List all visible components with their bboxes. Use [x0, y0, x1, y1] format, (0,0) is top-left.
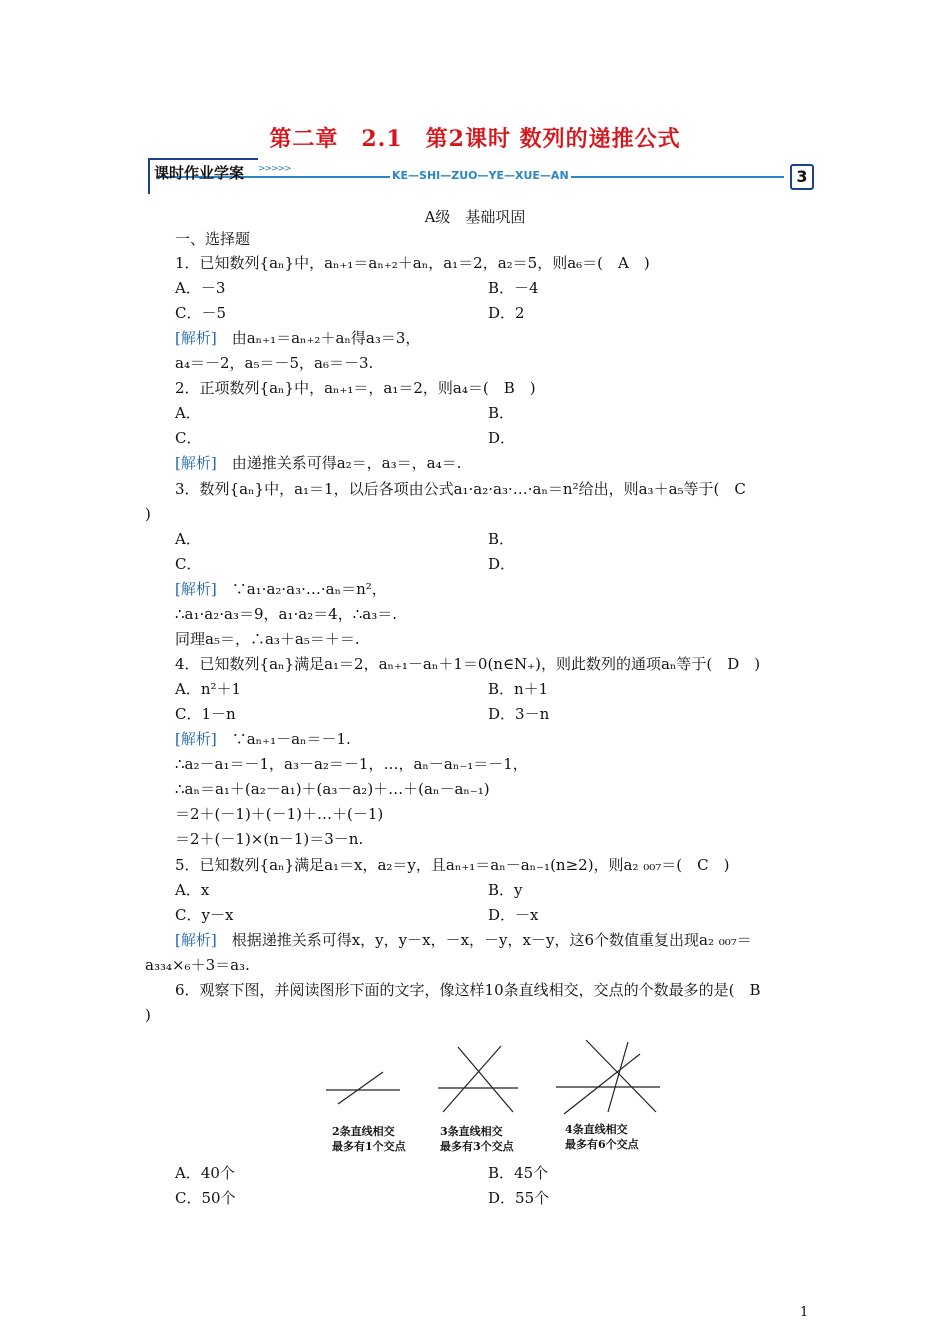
option-c: C．－5 — [175, 304, 227, 322]
option-a: A． — [175, 404, 201, 422]
section-heading: A级 基础巩固 — [424, 208, 526, 226]
caption-line: 最多有6个交点 — [565, 1138, 639, 1151]
part-heading: 一、选择题 — [175, 230, 251, 248]
option-b: B． — [488, 404, 515, 422]
solution-line: 同理a₅＝，∴a₃＋a₅＝＋＝. — [175, 630, 360, 648]
option-b: B．n＋1 — [488, 680, 549, 698]
option-d: D．－x — [488, 906, 539, 924]
option-c: C．y－x — [175, 906, 234, 924]
solution-tag: [解析] — [175, 329, 217, 347]
line-7 — [586, 1040, 656, 1112]
caption-line: 最多有1个交点 — [332, 1140, 406, 1153]
option-d: D． — [488, 429, 516, 447]
question-4: 4．已知数列{aₙ}满足a₁＝2，aₙ₊₁－aₙ＋1＝0(n∈N₊)，则此数列的通项aₙ等于( D ) — [175, 655, 761, 673]
caption-line: 4条直线相交 — [565, 1123, 628, 1136]
lesson-banner — [148, 158, 816, 194]
line-2 — [338, 1072, 383, 1104]
question-6-end: ) — [145, 1006, 151, 1024]
option-a: A．40个 — [175, 1164, 235, 1182]
solution-3 — [175, 578, 387, 600]
question-2: 2．正项数列{aₙ}中，aₙ₊₁＝，a₁＝2，则a₄＝( B ) — [175, 379, 536, 397]
caption-line: 最多有3个交点 — [440, 1140, 514, 1153]
option-d: D．3－n — [488, 705, 550, 723]
page-number: 1 — [800, 1305, 809, 1320]
solution-line: a₄＝－2，a₅＝－5，a₆＝－3. — [175, 354, 374, 372]
option-d: D．2 — [488, 304, 525, 322]
banner-pinyin: KE—SHI—ZUO—YE—XUE—AN — [392, 169, 569, 182]
line-4 — [458, 1047, 513, 1112]
solution-4 — [175, 728, 351, 750]
option-b: B．－4 — [488, 279, 539, 297]
option-c: C． — [175, 429, 202, 447]
question-3-end: ) — [145, 505, 151, 523]
caption-3-lines — [440, 1124, 514, 1154]
intersection-diagrams — [318, 1032, 663, 1122]
solution-line: a₃₃₄×₆＋3＝a₃. — [145, 956, 250, 974]
page-title: 第二章 2.1 第2课时 数列的递推公式 — [269, 126, 681, 152]
solution-text: 由递推关系可得a₂＝，a₃＝，a₄＝. — [216, 454, 462, 472]
option-d: D． — [488, 555, 516, 573]
solution-tag: [解析] — [175, 730, 217, 748]
caption-line: 2条直线相交 — [332, 1125, 395, 1138]
banner-number-badge: 3 — [790, 164, 814, 190]
option-c: C．50个 — [175, 1189, 236, 1207]
solution-line: ∴aₙ＝a₁＋(a₂－a₁)＋(a₃－a₂)＋…＋(aₙ－aₙ₋₁) — [175, 780, 490, 798]
option-a: A．n²＋1 — [175, 680, 242, 698]
question-6: 6．观察下图，并阅读图形下面的文字，像这样10条直线相交，交点的个数最多的是( B — [175, 981, 761, 999]
solution-line: ＝2＋(－1)＋(－1)＋…＋(－1) — [175, 805, 384, 823]
solution-2 — [175, 452, 461, 474]
banner-label: 课时作业学案 — [154, 164, 245, 182]
solution-text: ∵aₙ₊₁－aₙ＝－1. — [216, 730, 351, 748]
option-c: C． — [175, 555, 202, 573]
solution-line: ∴a₂－a₁＝－1，a₃－a₂＝－1，…，aₙ－aₙ₋₁＝－1， — [175, 755, 528, 773]
option-a: A． — [175, 530, 201, 548]
solution-text: ∵a₁·a₂·a₃·…·aₙ＝n²， — [216, 580, 387, 598]
banner-arrows: >>>>> — [258, 164, 291, 174]
option-b: B． — [488, 530, 515, 548]
solution-tag: [解析] — [175, 580, 217, 598]
question-1: 1．已知数列{aₙ}中，aₙ₊₁＝aₙ₊₂＋aₙ，a₁＝2，a₂＝5，则a₆＝( A ) — [175, 254, 650, 272]
solution-text: 由aₙ₊₁＝aₙ₊₂＋aₙ得a₃＝3， — [216, 329, 421, 347]
caption-line: 3条直线相交 — [440, 1125, 503, 1138]
option-c: C．1－n — [175, 705, 236, 723]
solution-tag: [解析] — [175, 454, 217, 472]
question-3: 3．数列{aₙ}中，a₁＝1，以后各项由公式a₁·a₂·a₃·…·aₙ＝n²给出，则a₃＋a₅等于( C — [175, 480, 746, 498]
solution-1 — [175, 327, 420, 349]
option-a: A．x — [175, 881, 210, 899]
option-a: A．－3 — [175, 279, 226, 297]
option-b: B．45个 — [488, 1164, 549, 1182]
option-d: D．55个 — [488, 1189, 550, 1207]
caption-2-lines — [332, 1124, 406, 1154]
line-5 — [443, 1046, 501, 1112]
lines-intersection-figure — [318, 1032, 663, 1157]
solution-5 — [175, 929, 752, 951]
solution-line: ＝2＋(－1)×(n－1)＝3－n. — [175, 830, 364, 848]
caption-4-lines — [565, 1122, 639, 1152]
solution-text: 根据递推关系可得x，y，y－x，－x，－y，x－y，这6个数值重复出现a₂ ₀₀₇＝ — [216, 931, 752, 949]
solution-line: ∴a₁·a₂·a₃＝9，a₁·a₂＝4，∴a₃＝. — [175, 605, 397, 623]
question-5: 5．已知数列{aₙ}满足a₁＝x，a₂＝y，且aₙ₊₁＝aₙ－aₙ₋₁(n≥2)，则a₂ ₀₀₇＝( C ) — [175, 856, 730, 874]
solution-tag: [解析] — [175, 931, 217, 949]
option-b: B．y — [488, 881, 523, 899]
